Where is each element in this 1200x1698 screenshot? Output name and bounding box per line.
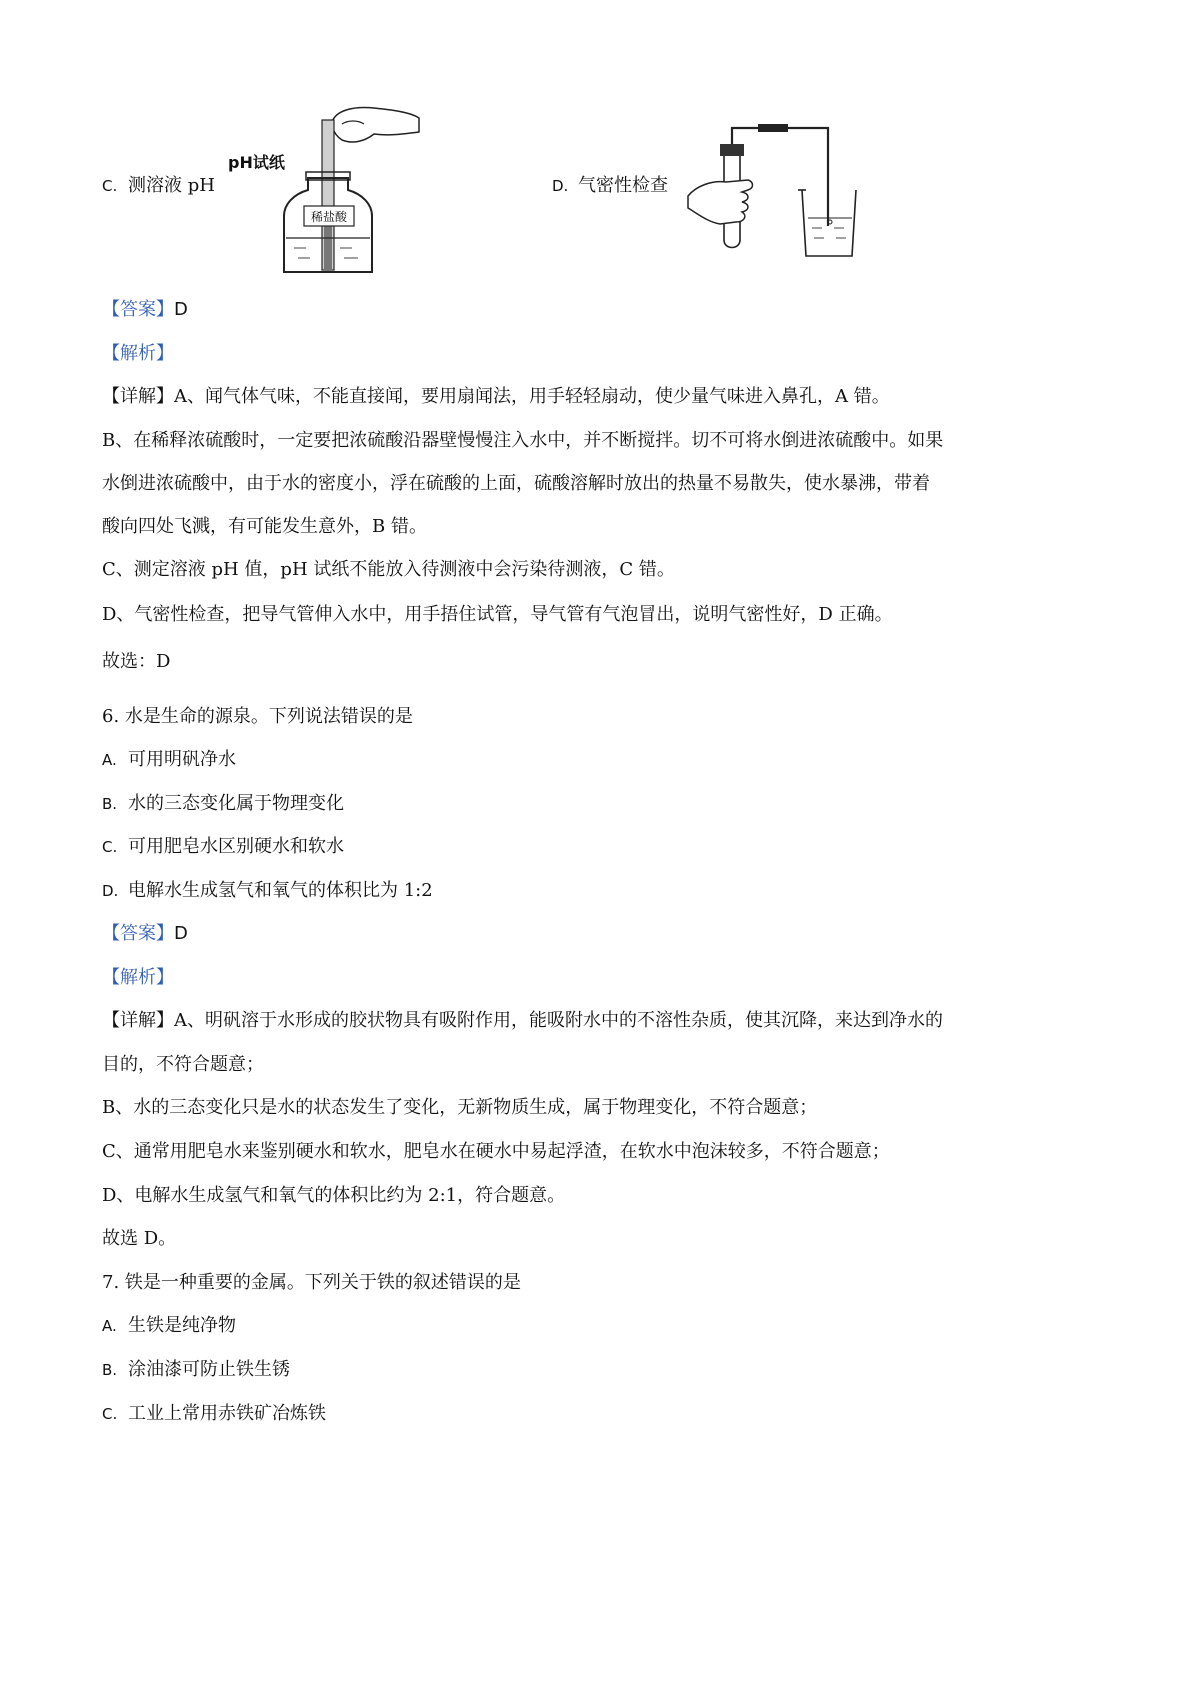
option-text: 电解水生成氢气和氧气的体积比为 1:2 xyxy=(128,880,433,901)
option-text: 水的三态变化属于物理变化 xyxy=(128,793,344,814)
option-letter: B. xyxy=(102,1361,118,1379)
q6-option-d xyxy=(102,879,433,903)
q6-detail-line: B、水的三态变化只是水的状态发生了变化，无新物质生成，属于物理变化，不符合题意； xyxy=(102,1097,818,1118)
option-text: 气密性检查 xyxy=(578,175,668,196)
q6-option-b xyxy=(102,792,344,816)
delivery-tube xyxy=(732,128,828,226)
option-letter: D. xyxy=(552,177,569,195)
q6-answer xyxy=(102,922,188,946)
q5-detail-line: 水倒进浓硫酸中，由于水的密度小，浮在硫酸的上面，硫酸溶解时放出的热量不易散失，使水暴沸，带着 xyxy=(102,473,930,494)
q7-option-a xyxy=(102,1314,236,1338)
q5-detail-line: C、测定溶液 pH 值，pH 试纸不能放入待测液中会污染待测液，C 错。 xyxy=(102,559,675,580)
option-text: 工业上常用赤铁矿冶炼铁 xyxy=(128,1403,326,1424)
hand-icon xyxy=(688,180,753,224)
answer-tag: 答案 xyxy=(120,923,156,944)
q6-detail-line: D、电解水生成氢气和氧气的体积比约为 2:1，符合题意。 xyxy=(102,1185,566,1206)
q6-detail-line: 目的，不符合题意； xyxy=(102,1054,264,1075)
option-letter: C. xyxy=(102,177,118,195)
q5-answer xyxy=(102,298,188,322)
airtightness-figure xyxy=(682,118,862,258)
q5-detail-line: 酸向四处飞溅，有可能发生意外，B 错。 xyxy=(102,516,427,537)
option-letter: C. xyxy=(102,1405,118,1423)
hand-icon xyxy=(332,108,419,142)
q5-option-c xyxy=(102,174,215,198)
answer-value: D xyxy=(174,299,188,320)
q7-stem: 7. 铁是一种重要的金属。下列关于铁的叙述错误的是 xyxy=(102,1272,521,1293)
q6-detail-line: C、通常用肥皂水来鉴别硬水和软水，肥皂水在硬水中易起浮渣，在软水中泡沫较多，不符合题意； xyxy=(102,1141,890,1162)
option-letter: A. xyxy=(102,1317,117,1335)
q6-detail-line: 【详解】A、明矾溶于水形成的胶状物具有吸附作用，能吸附水中的不溶性杂质，使其沉降，来达到净水的 xyxy=(102,1010,943,1031)
q7-option-b xyxy=(102,1358,290,1382)
bracket-close: 】 xyxy=(156,299,174,320)
option-letter: A. xyxy=(102,751,117,769)
option-letter: C. xyxy=(102,838,118,856)
q7-option-c xyxy=(102,1402,326,1426)
answer-value: D xyxy=(174,923,188,944)
q5-option-d xyxy=(552,174,668,198)
bracket-open: 【 xyxy=(102,923,120,944)
q5-analysis-tag: 【解析】 xyxy=(102,343,174,364)
q5-detail-line: 【详解】A、闻气体气味，不能直接闻，要用扇闻法，用手轻轻扇动，使少量气味进入鼻孔，A 错。 xyxy=(102,386,890,407)
q6-analysis-tag: 【解析】 xyxy=(102,967,174,988)
option-letter: B. xyxy=(102,795,118,813)
q5-detail-line: D、气密性检查，把导气管伸入水中，用手捂住试管，导气管有气泡冒出，说明气密性好，D 正确。 xyxy=(102,604,893,625)
answer-tag: 答案 xyxy=(120,299,156,320)
q6-option-c xyxy=(102,835,344,859)
stopper xyxy=(720,144,744,156)
q5-conclusion: 故选：D xyxy=(102,651,171,672)
bracket-close: 】 xyxy=(156,923,174,944)
ph-test-figure xyxy=(224,100,424,275)
option-text: 可用肥皂水区别硬水和软水 xyxy=(128,836,344,857)
option-letter: D. xyxy=(102,882,119,900)
option-text: 涂油漆可防止铁生锈 xyxy=(128,1359,290,1380)
q5-detail-line: B、在稀释浓硫酸时，一定要把浓硫酸沿器壁慢慢注入水中，并不断搅拌。切不可将水倒进浓硫酸中。如果 xyxy=(102,430,944,451)
bracket-open: 【 xyxy=(102,299,120,320)
option-text: 测溶液 pH xyxy=(128,175,215,196)
q6-conclusion: 故选 D。 xyxy=(102,1228,177,1249)
q6-option-a xyxy=(102,748,236,772)
bottle-label: 稀盐酸 xyxy=(310,210,348,224)
q6-stem: 6. 水是生命的源泉。下列说法错误的是 xyxy=(102,706,413,727)
option-text: 可用明矾净水 xyxy=(128,749,236,770)
option-text: 生铁是纯净物 xyxy=(128,1315,236,1336)
ph-paper-label: pH试纸 xyxy=(228,153,285,172)
